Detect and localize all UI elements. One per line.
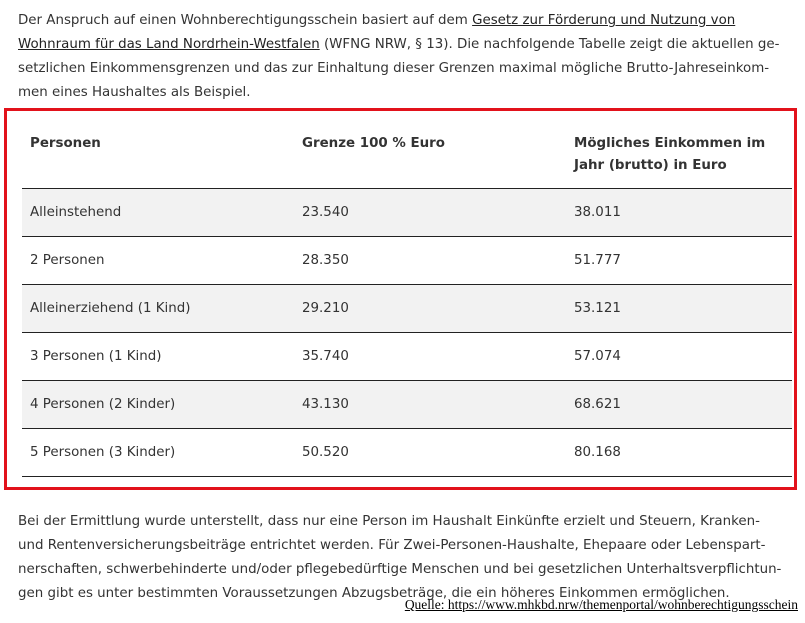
cell-income: 51.777 — [566, 237, 792, 285]
header-possible-income: Mögliches Einkommen im Jahr (brutto) in Euro — [566, 123, 792, 189]
cell-persons: 5 Personen (3 Kinder) — [22, 429, 294, 477]
cell-income: 68.621 — [566, 381, 792, 429]
intro-text-after: (WFNG NRW, § 13). Die nachfolgende Tabelle zeigt die aktuellen ge-setzlichen Einkommensgrenzen und das zur Einhaltung dieser Grenzen maximal mögliche Brutto-Jahreseinkom-men eines Haushaltes als Beispiel. — [18, 37, 780, 100]
outro-paragraph: Bei der Ermittlung wurde unterstellt, dass nur eine Person im Haushalt Einkünfte erzielt und Steuern, Kranken- und Rentenversicherungsbeiträge entrichtet werden. Für Zwei-Personen-Haushalte, Ehepaare oder Lebenspart-nerschaften, schwerbehinderte und/oder pflegebedürftige Menschen und bei gesetzlichen Unterhaltsverpflichtun-gen gibt es unter bestimmten Voraussetzungen Abzugsbeträge, die ein höheres Einkommen ermöglichen. — [18, 514, 782, 601]
source-link[interactable]: Quelle: https://www.mhkbd.nrw/themenportal/wohnberechtigungsschein — [404, 597, 798, 612]
table-row — [22, 285, 792, 333]
header-limit: Grenze 100 % Euro — [294, 123, 566, 189]
cell-income: 53.121 — [566, 285, 792, 333]
cell-persons: 4 Personen (2 Kinder) — [22, 381, 294, 429]
cell-income: 80.168 — [566, 429, 792, 477]
cell-persons: 2 Personen — [22, 237, 294, 285]
cell-limit: 29.210 — [294, 285, 566, 333]
cell-limit: 28.350 — [294, 237, 566, 285]
cell-persons: Alleinerziehend (1 Kind) — [22, 285, 294, 333]
table-row — [22, 381, 792, 429]
table-row — [22, 237, 792, 285]
cell-persons: 3 Personen (1 Kind) — [22, 333, 294, 381]
cell-limit: 43.130 — [294, 381, 566, 429]
table-header-row — [22, 123, 792, 189]
cell-limit: 35.740 — [294, 333, 566, 381]
table-row — [22, 333, 792, 381]
cell-limit: 23.540 — [294, 189, 566, 237]
table-row — [22, 429, 792, 477]
intro-paragraph — [18, 9, 788, 105]
intro-text-before: Der Anspruch auf einen Wohnberechtigungsschein basiert auf dem — [18, 13, 473, 28]
header-persons: Personen — [22, 123, 294, 189]
income-limits-table — [22, 123, 792, 477]
cell-income: 38.011 — [566, 189, 792, 237]
cell-persons: Alleinstehend — [22, 189, 294, 237]
table-row — [22, 189, 792, 237]
law-link[interactable]: Gesetz zur Förderung und Nutzung von Wohnraum für das Land Nordrhein-Westfalen — [18, 13, 736, 52]
highlight-frame — [4, 108, 797, 490]
cell-income: 57.074 — [566, 333, 792, 381]
cell-limit: 50.520 — [294, 429, 566, 477]
